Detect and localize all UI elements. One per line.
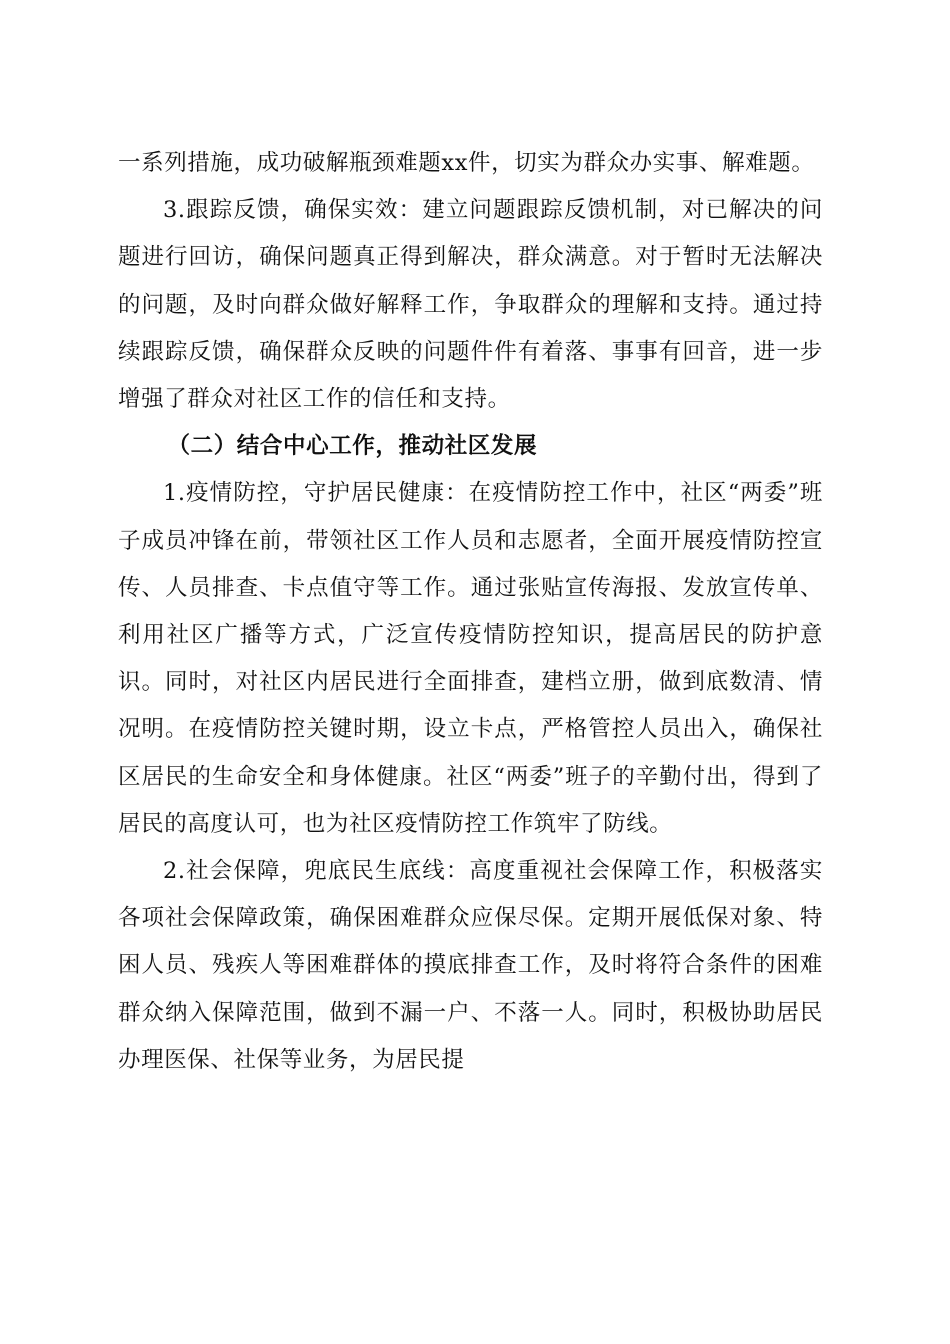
- document-page: [118, 140, 823, 1084]
- paragraph-tracking-feedback: 3.跟踪反馈，确保实效：建立问题跟踪反馈机制，对已解决的问题进行回访，确保问题真正得到解决，群众满意。对于暂时无法解决的问题，及时向群众做好解释工作，争取群众的理解和支持。通过持续跟踪反馈，确保群众反映的问题件件有着落、事事有回音，进一步增强了群众对社区工作的信任和支持。: [118, 197, 823, 413]
- paragraph-epidemic-control: 1.疫情防控，守护居民健康：在疫情防控工作中，社区“两委”班子成员冲锋在前，带领社区工作人员和志愿者，全面开展疫情防控宣传、人员排查、卡点值守等工作。通过张贴宣传海报、发放宣传单、利用社区广播等方式，广泛宣传疫情防控知识，提高居民的防护意识。同时，对社区内居民进行全面排查，建档立册，做到底数清、情况明。在疫情防控关键时期，设立卡点，严格管控人员出入，确保社区居民的生命安全和身体健康。社区“两委”班子的辛勤付出，得到了居民的高度认可，也为社区疫情防控工作筑牢了防线。: [118, 480, 823, 837]
- paragraph-social-security: 2.社会保障，兜底民生底线：高度重视社会保障工作，积极落实各项社会保障政策，确保困难群众应保尽保。定期开展低保对象、特困人员、残疾人等困难群体的摸底排查工作，及时将符合条件的困难群众纳入保障范围，做到不漏一户、不落一人。同时，积极协助居民办理医保、社保等业务，为居民提: [118, 858, 823, 1073]
- section-heading: （二）结合中心工作，推动社区发展: [167, 433, 538, 460]
- paragraph-continuation: 一系列措施，成功破解瓶颈难题xx件，切实为群众办实事、解难题。: [118, 150, 815, 176]
